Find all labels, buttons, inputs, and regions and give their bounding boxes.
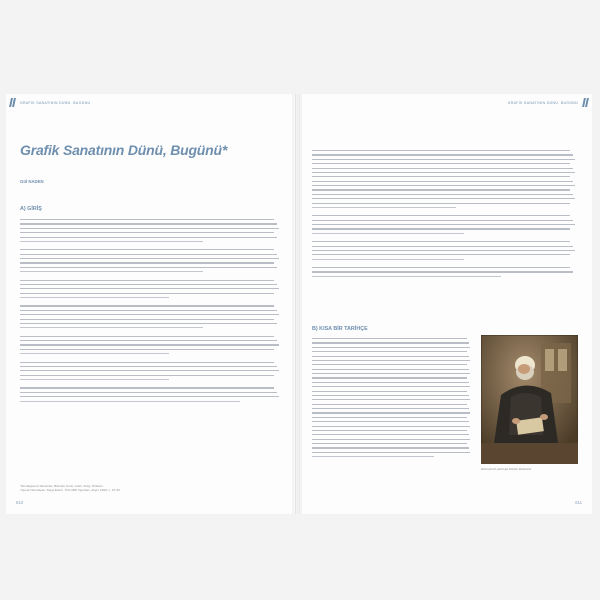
text-line <box>312 159 575 160</box>
text-line <box>312 382 469 383</box>
text-line <box>312 198 575 199</box>
text-line <box>312 439 470 440</box>
text-line <box>312 369 469 370</box>
text-line <box>20 262 274 263</box>
text-line <box>312 426 470 427</box>
double-bar-icon <box>582 98 589 107</box>
text-line <box>20 284 277 285</box>
text-line <box>312 434 469 435</box>
text-line <box>312 259 464 260</box>
text-line <box>20 401 240 402</box>
text-line <box>20 271 203 272</box>
text-line <box>312 224 575 225</box>
body-text-right-top <box>312 150 578 280</box>
footnote <box>20 484 170 493</box>
text-line <box>312 417 467 418</box>
text-line <box>20 305 274 306</box>
text-line <box>20 310 277 311</box>
body-text-left <box>20 219 282 405</box>
text-line <box>312 207 456 208</box>
text-line <box>20 228 279 229</box>
text-line <box>20 319 274 320</box>
text-line <box>20 340 277 341</box>
text-line <box>20 323 277 324</box>
text-line <box>312 154 573 155</box>
text-line <box>312 150 570 151</box>
text-line <box>312 215 570 216</box>
text-line <box>312 395 469 396</box>
text-line <box>312 399 470 400</box>
text-line <box>20 219 274 220</box>
body-text-right-column <box>312 338 472 461</box>
text-line <box>20 370 279 371</box>
section-heading-a: A) GİRİŞ <box>20 206 42 212</box>
text-line <box>312 430 467 431</box>
text-line <box>312 360 470 361</box>
text-line <box>312 172 575 173</box>
text-line <box>20 366 277 367</box>
text-line <box>20 232 274 233</box>
text-line <box>312 168 573 169</box>
illustration-figure-icon <box>481 335 578 464</box>
text-line <box>312 351 467 352</box>
text-line <box>312 447 469 448</box>
text-line <box>312 267 570 268</box>
text-line <box>312 356 469 357</box>
text-line <box>20 241 203 242</box>
text-line <box>312 228 570 229</box>
text-line <box>312 181 573 182</box>
text-line <box>312 391 467 392</box>
text-line <box>312 194 573 195</box>
text-line <box>20 237 277 238</box>
page-number-left: 610 <box>16 500 24 505</box>
text-line <box>312 452 470 453</box>
author-name: Gül NADEN <box>20 179 44 184</box>
text-line <box>312 176 570 177</box>
text-line <box>312 276 501 277</box>
double-bar-icon <box>9 98 16 107</box>
text-line <box>20 280 274 281</box>
text-line <box>312 412 470 413</box>
text-line <box>312 373 470 374</box>
text-line <box>312 338 467 339</box>
text-line <box>312 246 573 247</box>
text-line <box>312 271 573 272</box>
text-line <box>20 327 203 328</box>
text-line <box>312 342 469 343</box>
text-line <box>312 364 467 365</box>
page-number-right: 611 <box>575 500 582 505</box>
text-line <box>20 336 274 337</box>
left-page <box>6 94 296 514</box>
text-line <box>312 185 575 186</box>
text-line <box>20 293 274 294</box>
text-line <box>312 347 470 348</box>
running-head-right: GRAFİK SANATININ DÜNÜ, BUGÜNÜ <box>507 101 578 105</box>
right-page <box>300 94 592 514</box>
text-line <box>20 349 274 350</box>
text-line <box>20 392 277 393</box>
text-line <box>312 250 575 251</box>
text-line <box>312 456 434 457</box>
text-line <box>20 249 274 250</box>
page-title: Grafik Sanatının Dünü, Bugünü* <box>20 142 228 158</box>
text-line <box>20 314 279 315</box>
text-line <box>312 386 470 387</box>
text-line <box>312 421 469 422</box>
figure-caption: Mitat Herüt'in pelerinyle Sözülen Müdürüntü. <box>481 468 532 471</box>
illustration <box>481 335 578 464</box>
text-line <box>20 344 279 345</box>
text-line <box>312 203 570 204</box>
text-line <box>312 233 464 234</box>
text-line <box>312 163 570 164</box>
text-line <box>312 254 570 255</box>
text-line <box>20 375 274 376</box>
text-line <box>312 408 469 409</box>
text-line <box>20 267 277 268</box>
footnote-line: *Sunduğumuz Resimler, Bizimler isimli, Lükin, Kuliy, Özbeko... <box>20 484 106 488</box>
text-line <box>20 254 277 255</box>
text-line <box>20 362 274 363</box>
text-line <box>20 396 279 397</box>
gutter <box>292 94 302 514</box>
text-line <box>20 379 169 380</box>
section-heading-b: B) KISA BİR TARİHÇE <box>312 326 368 332</box>
text-line <box>20 297 169 298</box>
text-line <box>312 241 570 242</box>
text-line <box>312 404 467 405</box>
text-line <box>312 377 467 378</box>
text-line <box>20 223 277 224</box>
text-line <box>312 189 570 190</box>
text-line <box>20 387 274 388</box>
text-line <box>20 258 279 259</box>
text-line <box>20 353 169 354</box>
footnote-line: Yayına Hazırlayan: Sergi Evleri. Türk Milli Yayınları, Ahym 1999, s. 15-45. <box>20 488 121 493</box>
running-head-left: GRAFİK SANATININ DÜNÜ, BUGÜNÜ <box>20 101 91 105</box>
text-line <box>312 443 467 444</box>
text-line <box>312 220 573 221</box>
text-line <box>20 288 279 289</box>
